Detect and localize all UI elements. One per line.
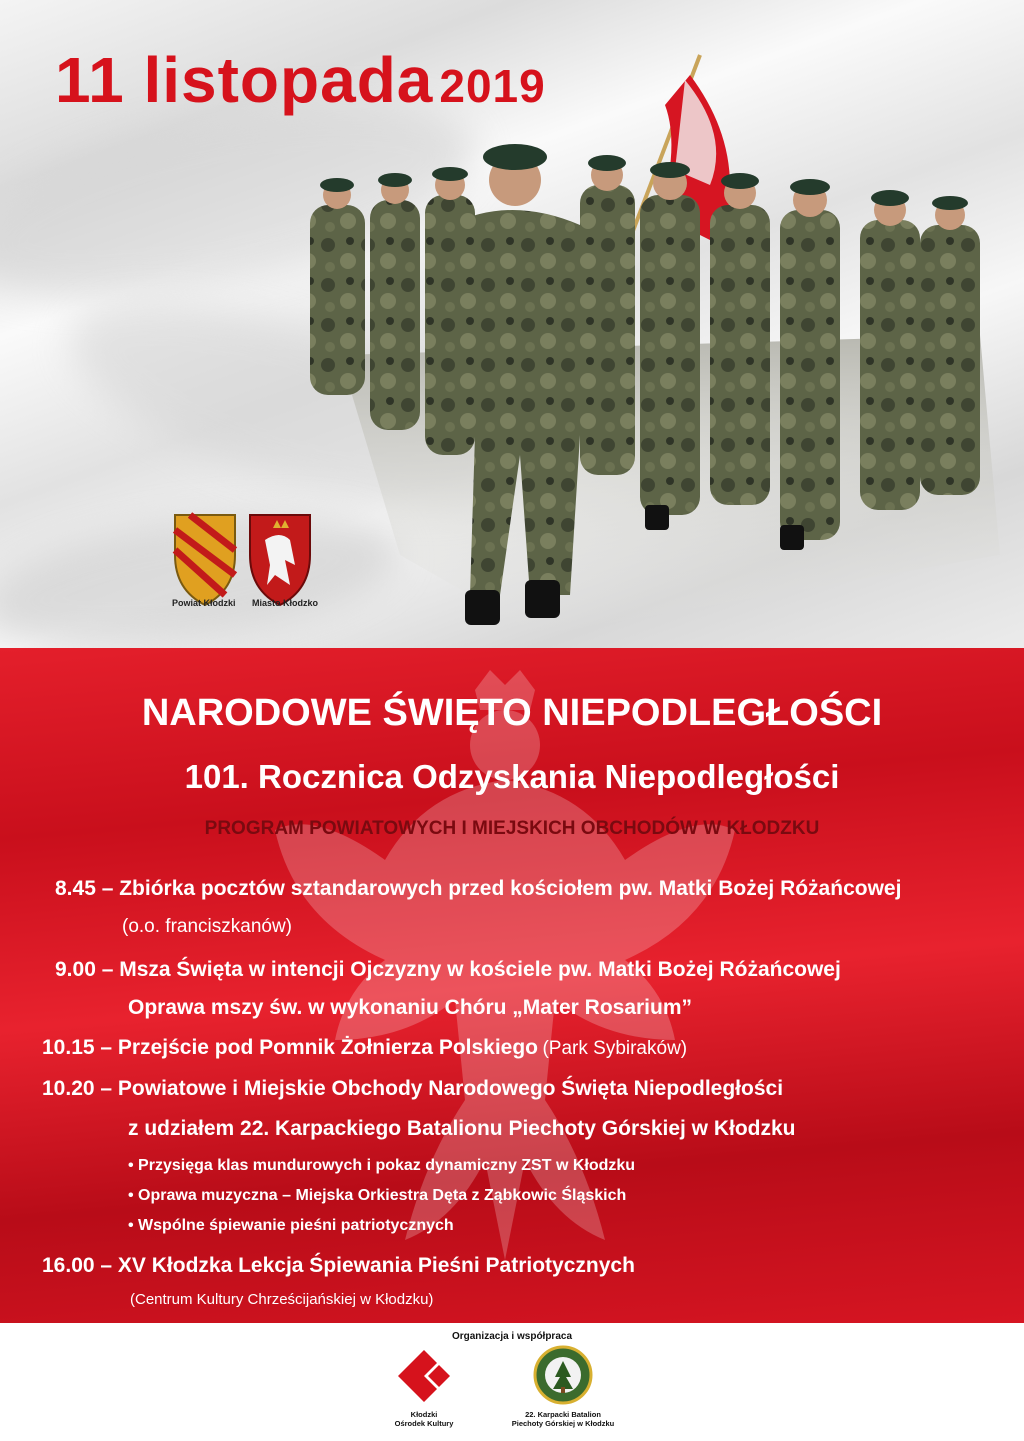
logo2-line2: Piechoty Górskiej w Kłodzku [511, 1419, 615, 1429]
date-day-month: 11 listopada [55, 44, 434, 116]
logo1-line2: Ośrodek Kultury [394, 1419, 454, 1429]
logo2-line1: 22. Karpacki Batalion [525, 1410, 601, 1419]
program-item-845-note: (o.o. franciszkanów) [122, 916, 293, 937]
program-heading: PROGRAM POWIATOWYCH I MIEJSKICH OBCHODÓW W KŁODZKU [204, 818, 820, 839]
bullet-item: • Oprawa muzyczna – Miejska Orkiestra Dęta z Ząbkowic Śląskich [128, 1187, 627, 1204]
program-item-900: 9.00 – Msza Święta w intencji Ojczyzny w kościele pw. Matki Bożej Różańcowej [55, 958, 841, 981]
powiat-klodzki-label: Powiat Kłodzki [172, 598, 236, 608]
program-item-1020-note: z udziałem 22. Karpackiego Batalionu Piechoty Górskiej w Kłodzku [128, 1117, 796, 1140]
program-item-845: 8.45 – Zbiórka pocztów sztandarowych przed kościołem pw. Matki Bożej Różańcowej [55, 877, 902, 900]
program-item-1015-note: (Park Sybiraków) [542, 1038, 688, 1059]
klodzki-osrodek-kultury-logo [395, 1347, 453, 1405]
karpacki-batalion-label [498, 1410, 628, 1429]
organizers-label: Organizacja i współpraca [451, 1331, 573, 1342]
program-item-1600-note: (Centrum Kultury Chrześcijańskiej w Kłodzku) [130, 1291, 434, 1308]
program-item-1020: 10.20 – Powiatowe i Miejskie Obchody Narodowego Święta Niepodległości [42, 1077, 784, 1100]
bullet-item: • Przysięga klas mundurowych i pokaz dynamiczny ZST w Kłodzku [128, 1157, 636, 1174]
program-item-1015-text: 10.15 – Przejście pod Pomnik Żołnierza Polskiego [42, 1036, 539, 1059]
program-item-900-note: Oprawa mszy św. w wykonaniu Chóru „Mater Rosarium” [128, 996, 693, 1019]
bullet-item: • Wspólne śpiewanie pieśni patriotycznych [128, 1217, 454, 1234]
program-item-1600: 16.00 – XV Kłodzka Lekcja Śpiewania Pieśni Patriotycznych [42, 1254, 635, 1277]
date-year: 2019 [439, 60, 546, 112]
soldiers-parade-photo [280, 35, 1010, 660]
karpacki-batalion-logo [533, 1345, 593, 1405]
program-item-1015 [42, 1036, 687, 1060]
miasto-klodzko-crest [250, 515, 310, 605]
klodzki-osrodek-kultury-label [388, 1410, 460, 1429]
main-heading: NARODOWE ŚWIĘTO NIEPODLEGŁOŚCI [141, 692, 883, 734]
sub-heading: 101. Rocznica Odzyskania Niepodległości [184, 758, 840, 795]
logo1-line1: Kłodzki [410, 1410, 438, 1419]
powiat-klodzki-crest [175, 515, 235, 605]
miasto-klodzko-label: Miasto Kłodzko [252, 598, 319, 608]
